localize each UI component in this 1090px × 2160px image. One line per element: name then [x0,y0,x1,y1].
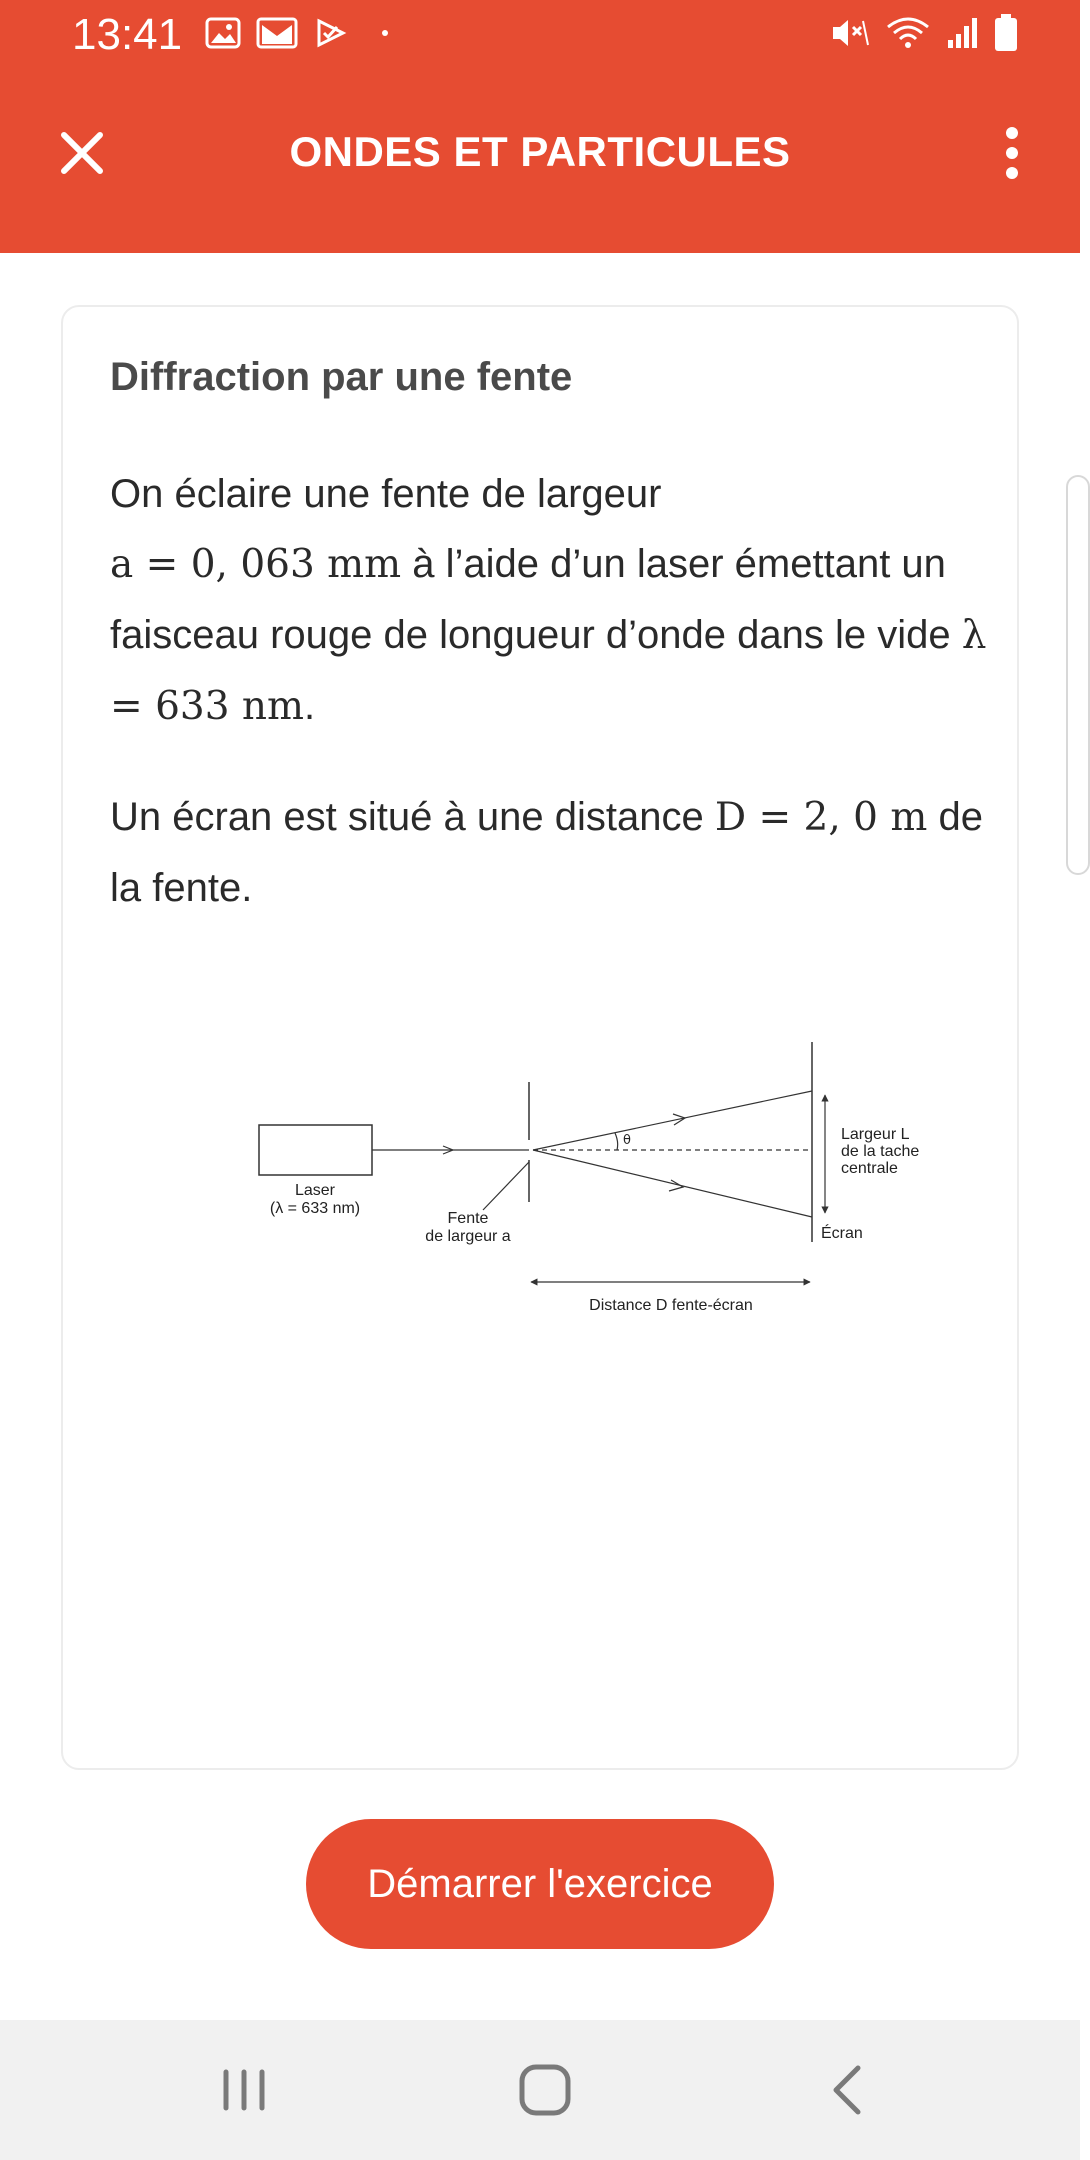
ray-top [533,1091,812,1150]
wifi-icon [884,15,932,56]
start-exercise-button[interactable]: Démarrer l'exercice [306,1819,774,1949]
paragraph-1-text-3: . [304,684,316,728]
page-title: ONDES ET PARTICULES [289,128,791,175]
diffraction-diagram [203,1012,920,1332]
paragraph-1 [110,459,990,742]
gallery-icon [204,14,242,52]
recents-icon[interactable] [214,2060,274,2120]
paragraph-2-math-d: D = 2, 0 m [714,795,928,840]
fente-label: Fente [447,1210,489,1227]
system-icons [830,14,1018,57]
laser-box [259,1125,372,1175]
largeur-label-1: Largeur L [841,1126,910,1143]
paragraph-1-text-2: à l’aide d’un laser émettant un faisceau rouge de longueur d’onde dans le vide [110,542,962,657]
check-app-icon [312,14,350,52]
laser-label: Laser [294,1182,336,1199]
notification-icons [204,14,404,52]
exercise-card [61,305,1019,1770]
top-bar [0,0,1080,253]
mute-icon [830,15,870,56]
more-vertical-icon[interactable] [992,125,1032,181]
navigation-bar [0,2020,1080,2160]
fente-largeur-label: de largeur a [425,1228,511,1245]
paragraph-2-text-1: Un écran est situé à une distance [110,795,715,839]
gmail-icon [258,14,296,52]
largeur-label-2: de la tache [841,1143,920,1160]
ecran-label: Écran [821,1225,863,1242]
app-bar [0,95,1080,210]
battery-icon [994,14,1018,57]
dot-icon [366,14,404,52]
status-bar [0,0,1080,70]
paragraph-2-text-2: de la fente. [110,795,983,910]
slit-pointer [483,1162,529,1210]
paragraph-2 [110,782,990,923]
signal-icon [946,16,980,55]
ray-bottom [533,1150,812,1217]
laser-lambda-label: (λ = 633 nm) [269,1200,361,1217]
paragraph-1-math-lambda: λ = 633 nm [110,613,987,729]
home-icon[interactable] [515,2060,575,2120]
back-icon[interactable] [818,2060,878,2120]
card-title: Diffraction par une fente [110,355,573,399]
paragraph-1-math-a: a = 0, 063 mm [110,542,402,587]
status-time: 13:41 [72,10,183,59]
side-scroll-handle[interactable] [1066,475,1090,875]
paragraph-1-text-1: On éclaire une fente de largeur [110,472,662,516]
theta-label: θ [623,1133,631,1148]
largeur-label-3: centrale [841,1160,898,1177]
distance-label: Distance D fente-écran [589,1297,753,1314]
